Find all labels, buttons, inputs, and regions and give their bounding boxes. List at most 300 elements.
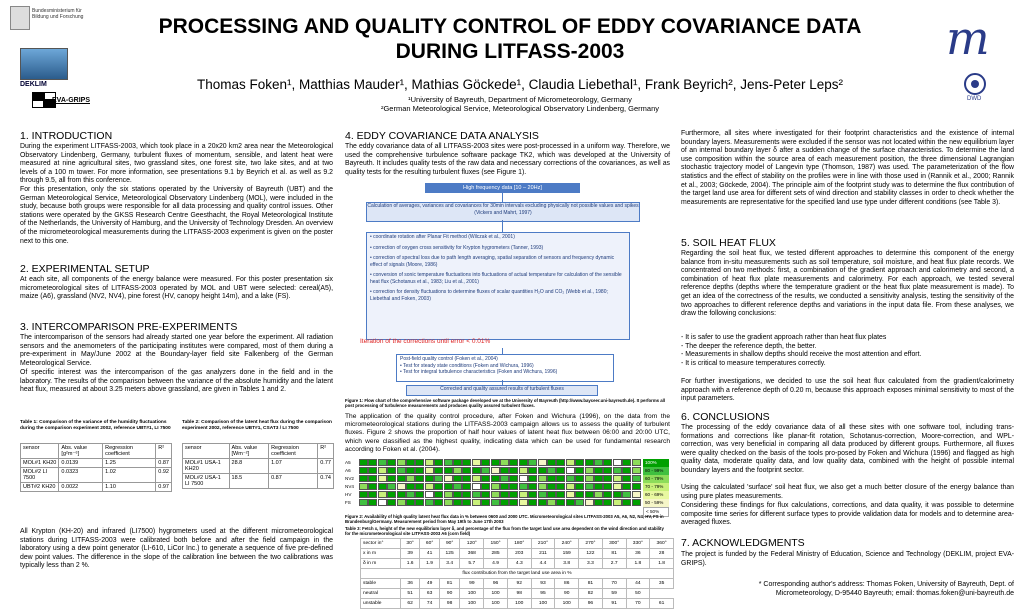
grid-cell [462,499,471,506]
grid-cell [491,491,500,498]
grid-cell [359,459,368,466]
grid-cell [415,499,424,506]
grid-cell [415,483,424,490]
t1-head: Regression coefficient [103,444,156,459]
grid-cell [519,499,528,506]
grid-cell [397,459,406,466]
footprint-paragraph: Furthermore, all sites where investigated for their footprint characteristics and the existence of internal boundary layers. Measurements were excluded if the sensor was not located within the new equilibrium layer of an internal boundary layer δ after a sudden change of the surface characteristics. To determine the land use composition within the source area of each measurement position, the three dimensional Lagrangian stochastic trajectory model of Langevin type (Thomson, 1987) was used. The parameterization of the flow statistics and the effect of stability on the profiles were in line with those used in (Rannik et al., 2000; Rannik et al., 2003; Göckede, 2004). The principle aim of the footprint study was to determine the flux contribution of the target land use area for different sets of wind direction and stability classes in order to check whether the measurements are representative for the specified land use type under different conditions (see Table 3). [681,130,1014,206]
t2-head: sensor [183,444,230,459]
grid-cell [397,475,406,482]
table-cell: 50 [626,589,650,599]
grid-cell [594,491,603,498]
legend-item: < 50% [643,507,669,517]
table-cell: 203 [507,549,531,559]
grid-cell [378,467,387,474]
grid-row [345,483,641,491]
flow-item: • Test for steady state conditions (Foken and Wichura, 1996) [400,362,534,369]
grid-cell [368,491,377,498]
grid-cell [547,459,556,466]
table-cell: 90 [555,589,579,599]
table-cell: 28.8 [229,459,269,474]
flow-arrow [502,193,503,202]
grid-cell [406,459,415,466]
grid-cell [575,483,584,490]
table-cell: 3.3 [579,559,603,569]
grid-cell [594,499,603,506]
grid-cell [519,459,528,466]
grid-cell [566,467,575,474]
grid-cell [462,475,471,482]
grid-cell [425,459,434,466]
flow-item: • Test for integral turbulence characteristics (Foken and Wichura, 1996) [400,369,558,375]
grid-cell [406,475,415,482]
table-cell: 59 [602,589,626,599]
table-cell: neutral [361,589,401,599]
grid-row-label: FS [345,500,351,505]
table-cell: 35 [650,579,674,589]
grid-cell [472,475,481,482]
grid-cell [613,483,622,490]
grid-cell [434,475,443,482]
grid-cell [556,467,565,474]
grid-cell [594,475,603,482]
intercomparison-paragraph-2: Of specific interest was the intercomparison of the gas analyzers done in the field and in the laboratory. The results of the comparison between the variance of the absolute humidity and the latent heat flux, measured at about 3.25 meters above grassland, are given in Tables 1 and 2. [20,369,333,394]
grid-cell [500,499,509,506]
grid-cell [481,491,490,498]
t1-head: sensor [21,444,59,459]
table-cell: δ in m [361,559,401,569]
grid-cell [566,499,575,506]
footnote [681,580,1014,598]
grid-row-label: NV4 [345,484,354,489]
table-cell: 3.4 [439,559,460,569]
grid-cell [444,467,453,474]
grid-cell [368,475,377,482]
grid-cell [556,459,565,466]
grid-cell [509,475,518,482]
grid-cell [613,459,622,466]
grid-cell [547,475,556,482]
soil-conclusions-list [681,334,1014,368]
soil-paragraph-1: Regarding the soil heat flux, we tested different approaches to determine this component of the energy balance from in-situ measurements such as soil temperature, soil moisture, and heat flux plate records. We concentrated on two methods: first, a combination of the gradient approach and calorimetry and second, a combination of heat flux plate measurements and calorimetry. For each approach, we tested several reference depths (depths where the temperature gradient or the heat flux plate measurement is made). To get an idea of the correctness of the results, we conducted a sensitivity analysis, testing the sensitivity of the two approaches to different reference depths and variations in the input data file. From these analyses, we draw the following conclusions: [681,250,1014,318]
table-cell: 98 [507,589,531,599]
grid-cell [585,475,594,482]
grid-cell [387,467,396,474]
table-cell: sector in° [361,539,401,549]
table-cell: 0.92 [156,468,172,483]
grid-cell [575,459,584,466]
grid-cell [575,475,584,482]
soil-paragraph-2: For further investigations, we decided to use the soil heat flux calculated from the gradient/calorimetry approach with a reference depth of 0.20 m, because this approach exposes minimal sensitivity to most of the input parameters. [681,378,1014,403]
grid-cell [472,499,481,506]
table-cell: 91 [602,599,626,609]
table-cell: 44 [626,579,650,589]
grid-cell [528,459,537,466]
grid-cell [397,499,406,506]
table-cell: 2.7 [602,559,626,569]
grid-cell [519,483,528,490]
grid-cell [453,475,462,482]
grid-cell [632,475,641,482]
table-cell: 285 [484,549,508,559]
university-logo-icon [940,12,1010,112]
grid-row [345,459,641,467]
table-cell: 150° [484,539,508,549]
table-cell: 100 [484,599,508,609]
table-cell: 1.25 [103,459,156,468]
table-cell: 4.9 [484,559,508,569]
table-cell: 100 [555,599,579,609]
table-cell: 4.3 [507,559,531,569]
logo-left-block [8,4,90,104]
grid-cell [481,475,490,482]
flow-arrow [502,220,503,232]
table-cell: 62 [400,599,419,609]
grid-cell [444,483,453,490]
list-item: - It is critical to measure temperatures correctly. [681,359,826,367]
grid-cell [415,475,424,482]
grid-cell [632,459,641,466]
grid-cell [387,459,396,466]
table-cell: 5.7 [460,559,484,569]
table-cell: 0.87 [269,474,318,489]
grid-cell [434,483,443,490]
grid-cell [547,499,556,506]
section-soil-heading: 5. SOIL HEAT FLUX [681,237,776,249]
table-cell: 95 [531,589,555,599]
grid-cell [547,483,556,490]
grid-cell [500,467,509,474]
grid-cell [472,459,481,466]
setup-paragraph: At each site, all components of the energy balance were measured. For this poster presentation six micrometeorological sites of LITFASS-2003 operated by MOL and UBT were selected: cereal(A5), maize (A6), grassland (NV2, NV4), pine forest (HV, canopy height 14m), and a lake (FS). [20,276,333,301]
grid-row-label: HV [345,492,352,497]
section-setup-heading: 2. EXPERIMENTAL SETUP [20,263,150,275]
table-cell: 180° [507,539,531,549]
table-cell: 98 [439,599,460,609]
grid-cell [387,491,396,498]
figure2-legend [643,459,669,517]
grid-cell [509,483,518,490]
table-cell: 330° [626,539,650,549]
grid-cell [359,475,368,482]
table-cell: 120° [460,539,484,549]
grid-cell [528,475,537,482]
grid-cell [472,491,481,498]
grid-cell [528,491,537,498]
table-cell: 86 [555,579,579,589]
grid-cell [481,467,490,474]
grid-cell [397,467,406,474]
table-cell: 63 [420,589,439,599]
grid-cell [528,467,537,474]
grid-cell [387,475,396,482]
flow-head: High frequency data [10 – 20Hz] [425,183,580,193]
grid-cell [519,491,528,498]
table-cell: 0.97 [156,483,172,492]
legend-item: 60 - 69% [643,491,669,499]
grid-cell [500,459,509,466]
eva-grips-label: EVA-GRIPS [52,97,90,104]
grid-cell [434,459,443,466]
grid-cell [359,467,368,474]
table-cell: 61 [650,599,674,609]
grid-cell [575,499,584,506]
grid-cell [444,491,453,498]
figure2-grid [345,459,670,513]
table-cell: 39 [400,549,419,559]
table-cell: UBT#2 KH20 [21,483,59,492]
grid-cell [500,483,509,490]
table-cell: 70 [602,579,626,589]
grid-cell [538,483,547,490]
legend-item: 50 - 59% [643,499,669,507]
grid-cell [387,499,396,506]
grid-cell [622,491,631,498]
grid-cell [453,491,462,498]
grid-cell [425,499,434,506]
table-cell: stable [361,579,401,589]
grid-cell [632,483,641,490]
grid-cell [444,475,453,482]
legend-item: 100% [643,459,669,467]
grid-cell [613,499,622,506]
grid-cell [415,467,424,474]
grid-cell [509,467,518,474]
legend-item: 60 - 79% [643,475,669,483]
grid-cell [491,483,500,490]
table-cell: 100 [531,599,555,609]
table-cell: unstable [361,599,401,609]
legend-item: 70 - 79% [643,483,669,491]
eddy-paragraph-1: The eddy covariance data of all LITFASS-2003 sites were post-processed in a uniform way. Therefore, we used the comprehensive turbulence software package TK2, which was developed at the University of Bayreuth. It includes quality tests of the raw data and necessary corrections of the covariances, as well as quality tests for the resulting turbulent fluxes (see Figure 1). [345,143,670,176]
grid-cell [622,499,631,506]
table-cell: 368 [460,549,484,559]
table2-caption: Table 2: Comparison of the latent heat flux during the comparison experiment 2002, reference UBT#1, CSAT3 / LI 7500 [182,420,332,431]
grid-cell [425,483,434,490]
conclusions-paragraph-1: The processing of the eddy covariance data of all these sites with one software tool, including trans-formations and corrections like planar-fit rotation, Schotanus-correction, Moore-correction, and WPL-correction, was very beneficial in comparing all data produced by different groups. Furthermore, all fluxes were quality checked on the basis of the tools pro-posed by Foken and Wichura (1996) and flagged as high quality data, moderate quality data, and low quality data, combined with the height of possible internal boundary layers and the footprint sector. [681,424,1014,474]
table-cell: 270° [579,539,603,549]
table-cell: 74 [420,599,439,609]
flow-item: • conversion of sonic temperature fluctuations into fluctuations of actual temperature for calculation of the sensible heat flux (Schotanus et al., 1983; Liu et al., 2001) [370,272,622,285]
legend-item: 80 - 99% [643,467,669,475]
table-cell: 1.8 [626,559,650,569]
grid-cell [453,499,462,506]
table-cell: 92 [507,579,531,589]
grid-cell [547,467,556,474]
table-cell: 1.6 [400,559,419,569]
grid-cell [566,491,575,498]
grid-cell [603,475,612,482]
grid-cell [622,475,631,482]
grid-cell [585,491,594,498]
grid-cell [622,483,631,490]
grid-cell [622,467,631,474]
authors: Thomas Foken¹, Matthias Mauder¹, Mathias Göckede¹, Claudia Liebethal¹, Frank Beyrich², Jens-Peter Leps² [196,77,844,92]
conclusions-paragraph-3: Considering these findings for flux calculations, corrections, and data quality, it was possible to determine composite time series for different surface types to provide validation data for models and to determine area-averaged fluxes. [681,502,1014,527]
section-eddy-heading: 4. EDDY COVARIANCE DATA ANALYSIS [345,130,539,142]
grid-cell [415,459,424,466]
grid-cell [613,475,622,482]
grid-cell [434,491,443,498]
t2-head: Abs. value [Wm⁻²] [229,444,269,459]
table-cell: 1.10 [103,483,156,492]
grid-cell [538,459,547,466]
grid-cell [509,459,518,466]
grid-cell [500,475,509,482]
ministry-logo-text: Bundesministerium für Bildung und Forschung [32,8,84,20]
flow-item: • coordinate rotation after Planar Fit method (Wilczak et al., 2001) [370,234,515,240]
grid-cell [462,491,471,498]
table-cell: 81 [439,579,460,589]
grid-row [345,491,641,499]
table-cell: 90 [439,589,460,599]
conclusions-paragraph-2: Using the calculated 'surface' soil heat flux, we also get a much better closure of the energy balance than using pure plates measurements. [681,484,1014,500]
table1-caption: Table 1: Comparison of the variance of the humidity fluctuations during the comparison experiment 2002, reference UBT#1, LI 7500 [20,420,171,431]
flow-box-results: Corrected and quality assured results of turbulent fluxes [406,385,598,396]
table-cell: MOL#2 USA-1 LI 7500 [183,474,230,489]
grid-cell [509,491,518,498]
table-cell: 0.77 [318,459,334,474]
grid-cell [519,467,528,474]
table-cell: 99 [460,579,484,589]
grid-cell [368,499,377,506]
grid-cell [359,491,368,498]
t1-head: R² [156,444,172,459]
grid-cell [491,499,500,506]
table-cell: MOL#1 USA-1 KH20 [183,459,230,474]
grid-cell [406,499,415,506]
flow-box-qc [396,354,614,382]
grid-cell [425,467,434,474]
grid-cell [481,459,490,466]
grid-cell [566,459,575,466]
grid-cell [406,483,415,490]
section-acknowledgments-heading: 7. ACKNOWLEDGMENTS [681,537,805,549]
table-cell: 360° [650,539,674,549]
figure1-caption: Figure 1: Flow chart of the comprehensive software package developed we at the University of Bayreuth (http://www.bayceer.uni-bayreuth.de). It performs all post processing of turbulence measurements and produces quality assured turbulent fluxes. [345,398,666,409]
grid-cell [632,499,641,506]
footnote-line-2: Micrometeorology, D-95440 Bayreuth; email: thomas.foken@uni-bayreuth.de [775,590,1014,597]
table-cell: 1.02 [103,468,156,483]
grid-cell [378,491,387,498]
table1 [20,443,172,492]
grid-cell [632,467,641,474]
list-item: - The deeper the reference depth, the better. [681,342,817,350]
table3 [360,538,674,609]
svg-text:m: m [946,12,990,65]
grid-cell [462,483,471,490]
grid-row [345,467,641,475]
table-cell: x in m [361,549,401,559]
flow-box-corrections [366,232,630,340]
grid-cell [378,459,387,466]
grid-cell [585,467,594,474]
t2-head: R² [318,444,334,459]
table3-subheading: flux contribution from the target land use area in % [361,569,674,579]
grid-cell [434,499,443,506]
intercomparison-paragraph-1: The intercomparison of the sensors had already started one year before the experiment. All radiation sensors and the anemometers of the participating institutes were compared, most of them during a pre-experiment in May/June 2002 at the Boundary-layer field site Falkenberg of the German Meteorological Service. [20,334,333,367]
grid-cell [613,491,622,498]
grid-cell [585,483,594,490]
table-cell: 82 [579,589,603,599]
grid-row [345,475,641,483]
deklim-label: DEKLIM [20,81,47,88]
table-cell: 49 [420,579,439,589]
grid-cell [425,491,434,498]
table-cell: 159 [555,549,579,559]
grid-cell [453,467,462,474]
table-cell: 18.5 [229,474,269,489]
table-cell: 1.07 [269,459,318,474]
table-cell: 36 [626,549,650,559]
grid-cell [397,483,406,490]
grid-cell [406,467,415,474]
affiliation-2: ²German Meteorological Service, Meteorological Observatory Lindenberg, Germany [380,104,660,113]
table2 [182,443,334,489]
grid-cell [472,483,481,490]
dwd-label: DWD [967,96,982,102]
grid-cell [632,491,641,498]
table-cell: 0.0323 [59,468,103,483]
grid-cell [538,467,547,474]
grid-cell [556,499,565,506]
grid-row-label: A5 [345,460,351,465]
table-cell: 4.4 [531,559,555,569]
grid-cell [481,499,490,506]
grid-cell [462,459,471,466]
grid-cell [491,459,500,466]
grid-cell [434,467,443,474]
grid-cell [528,499,537,506]
grid-cell [368,467,377,474]
flow-item: • correction for density fluctuations to determine fluxes of scalar quantities H₂O and CO₂ (Webb et al., 1980; Liebethal and Foken, 2003) [370,289,608,302]
table-cell: MOL#1 KH20 [21,459,59,468]
section-intercomparison-heading: 3. INTERCOMPARISON PRE-EXPERIMENTS [20,321,238,333]
table-cell: 240° [555,539,579,549]
grid-cell [491,467,500,474]
table-cell: 100 [460,599,484,609]
deklim-logo-icon [20,48,68,80]
grid-row-label: NV2 [345,476,354,481]
list-item: - Measurements in shallow depths should receive the most attention and effort. [681,351,922,359]
grid-cell [603,491,612,498]
acknowledgments-paragraph: The project is funded by the Federal Ministry of Education, Science and Technology (DEKLIM, project EVA-GRIPS). [681,551,1014,567]
grid-cell [594,459,603,466]
grid-cell [603,483,612,490]
table-cell: 41 [420,549,439,559]
flow-iteration-note: Iteration of the corrections until error < 0.01% [360,338,491,345]
flow-item: • correction of oxygen cross sensitivity for Krypton hygrometers (Tanner, 1993) [370,244,544,251]
table-cell: 100 [460,589,484,599]
grid-cell [538,475,547,482]
affiliations [100,95,940,113]
table3-caption: Table 3: Fetch x, height of the new equilibrium layer δ, and percentage of the flux from the target land use area dependent on the wind direction and stability for the micrometeorological site LITFASS-2003 A6 (corn field) [345,526,664,537]
calibration-paragraph: All Krypton (KH-20) and infrared (LI7500) hygrometers used at the different micrometeorological stations during LITFASS-2003 were calibrated both before and after the field campaign in the laboratory using a dew point generator (LI-610, LiCor Inc.) to generate a sequence of five pre-defined dew point values. The difference in the slope of the calibration line between the two calibrations was typically less than 2 %. [20,528,333,570]
ministry-logo-icon [10,6,30,30]
grid-cell [566,475,575,482]
grid-cell [622,459,631,466]
grid-cell [368,483,377,490]
grid-cell [453,459,462,466]
grid-cell [603,499,612,506]
table-cell: 90° [439,539,460,549]
grid-cell [603,467,612,474]
table-cell: 1.9 [420,559,439,569]
table-cell: 93 [531,579,555,589]
grid-cell [556,491,565,498]
flow-item: • correction of spectral loss due to path length averaging, spatial separation of sensors and frequency dynamic effect of signals (Moore, 1986) [370,255,615,268]
grid-cell [594,467,603,474]
